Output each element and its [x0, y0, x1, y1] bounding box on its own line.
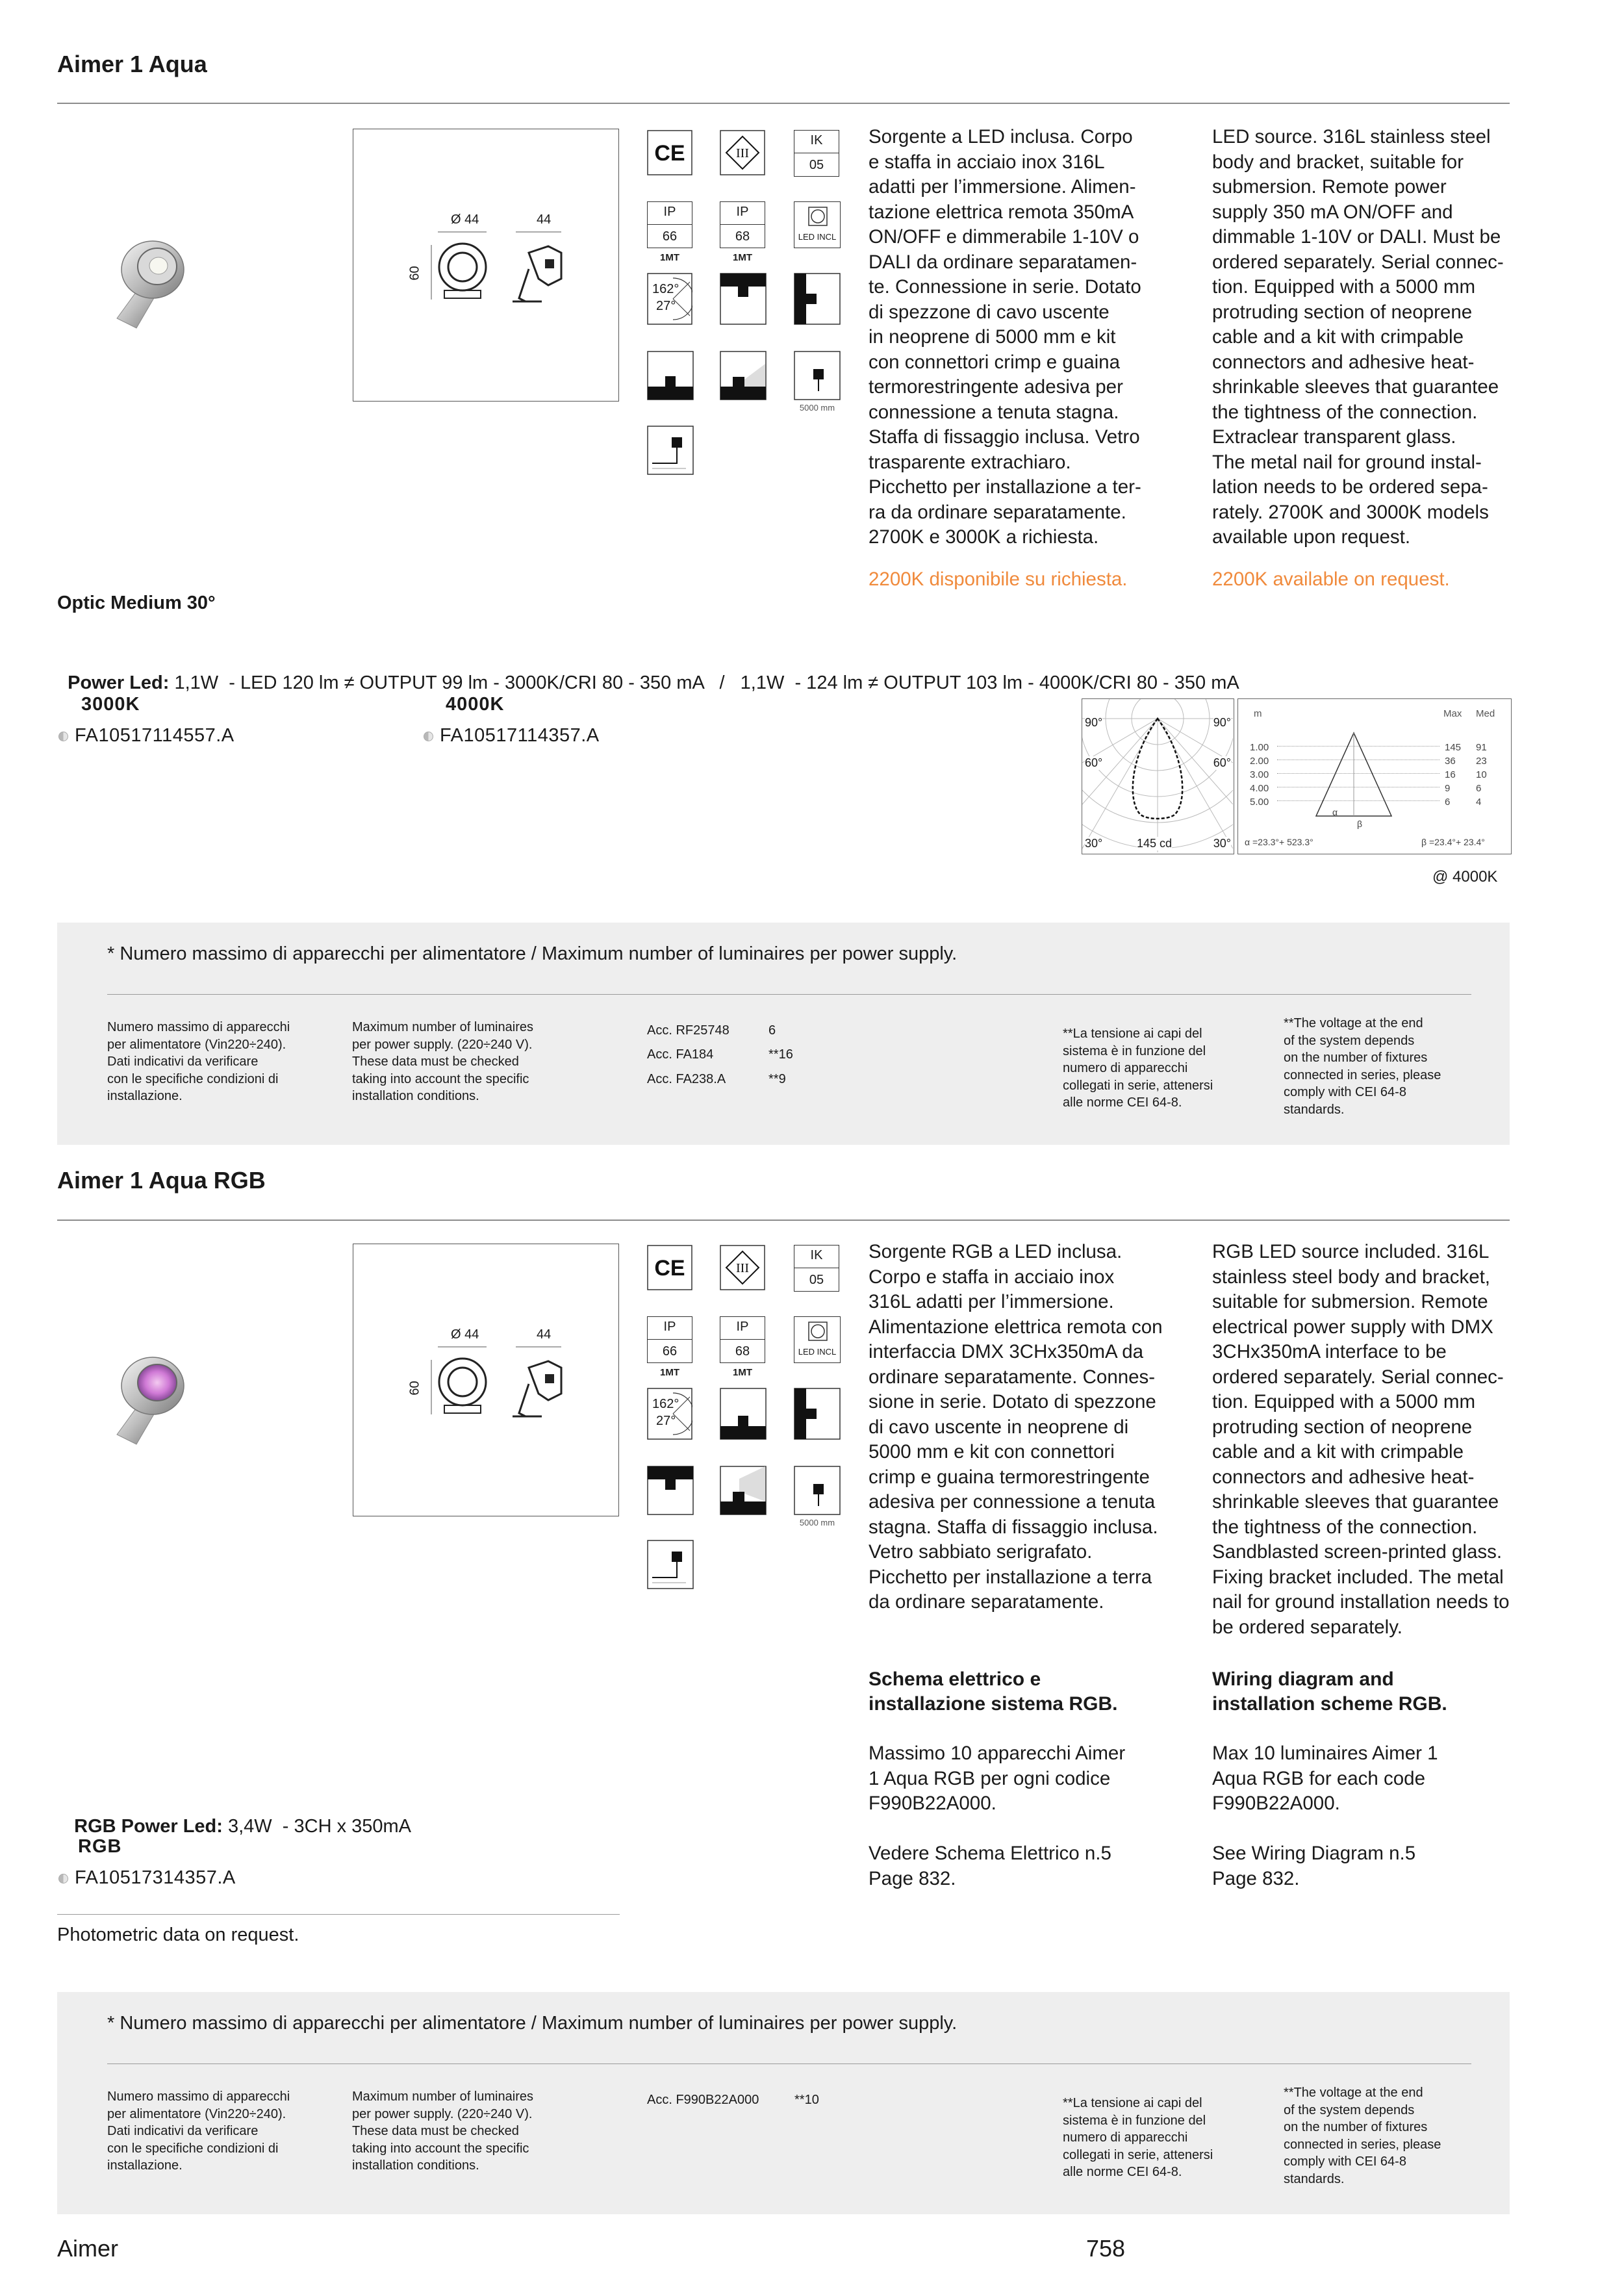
- cone-shape: [1238, 699, 1511, 854]
- svg-text:CE: CE: [654, 1256, 685, 1281]
- page-number: 758: [1086, 2235, 1126, 2262]
- installation-ceiling-icon: [720, 273, 767, 325]
- polar-diagram: [1082, 698, 1234, 854]
- product-photo-aqua: [97, 221, 195, 338]
- ik-rating-icon: IK 05: [794, 130, 839, 177]
- variant-dot-icon: [424, 732, 433, 741]
- description-english: LED source. 316L stainless steel body and bracket, suitable for submersion. Remote power supply 350 mA ON/OFF and dimmable 1-10V or DALI. Must be ordered separately. Serial connec- tion. Equipped with a 5000 mm protruding section of neoprene cable and a kit with crimpable connectors and adhesive heat- shrinkable sleeves that guarantee the tightness of the connection. Extraclear transparent glass. The metal nail for ground instal- lation needs to be ordered sepa- rately. 2700K and 3000K models available upon request.: [1212, 126, 1504, 548]
- installation-spike-icon: [647, 1540, 694, 1589]
- power-led-line: Power Led: 1,1W - LED 120 lm ≠ OUTPUT 99 lm - 3000K/CRI 80 - 350 mA / 1,1W - 124 lm ≠ OUTPUT 103 lm - 4000K/CRI 80 - 350 mA: [68, 672, 1239, 693]
- led-included-icon: LED INCL: [794, 1316, 841, 1363]
- voltage-note-italian: **La tensione ai capi del sistema è in funzione del numero di apparecchi collegati in serie, attenersi alle norme CEI 64-8.: [1063, 1027, 1213, 1110]
- svg-text:III: III: [736, 1261, 749, 1275]
- variant-dot-icon: [58, 1874, 68, 1884]
- note-divider: [107, 2063, 1471, 2064]
- acc-row-value: **10: [794, 2093, 819, 2107]
- section2-divider: [57, 1220, 1510, 1221]
- note-headline: * Numero massimo di apparecchi per alimentatore / Maximum number of luminaires per power supply.: [107, 943, 958, 964]
- acc-row-name: Acc. FA184: [647, 1047, 714, 1062]
- wiring-text-italian: Massimo 10 apparecchi Aimer 1 Aqua RGB per ogni codice F990B22A000. Vedere Schema Elettrico n.5 Page 832.: [869, 1743, 1126, 1889]
- acc-row-name: Acc. F990B22A000: [647, 2093, 759, 2107]
- polar-30-right: 30°: [1213, 837, 1231, 850]
- cone-beta-symbol: β: [1357, 819, 1363, 829]
- ip66-icon: IP 66: [647, 201, 692, 248]
- wiring-title-italian: Schema elettrico e installazione sistema RGB.: [869, 1668, 1118, 1715]
- polar-intensity-label: 145 cd: [1137, 837, 1173, 850]
- description-italian: Sorgente a LED inclusa. Corpo e staffa in acciaio inox 316L adatti per l’immersione. Alimen- tazione elettrica remota 350mA ON/OFF e dimmerabile 1-10V o DALI da ordinare separatamen- te. Connessione in serie. Dotato di spezzone di cavo uscente in neoprene di 5000 mm e kit con connettori crimp e guaina termorestringente adesiva per connessione a tenuta stagna. Staffa di fissaggio inclusa. Vetro trasparente extrachiaro. Picchetto per installazione a ter- ra da ordinare separatamente. 2700K e 3000K a richiesta.: [869, 126, 1141, 548]
- svg-text:CE: CE: [654, 141, 685, 166]
- cone-alpha-value: α =23.3°+ 523.3°: [1245, 837, 1313, 847]
- note-headline: * Numero massimo di apparecchi per alimentatore / Maximum number of luminaires per power supply.: [107, 2013, 958, 2034]
- acc-row-value: 6: [768, 1023, 776, 1038]
- luminaire-drawing: [353, 129, 620, 402]
- wiring-text-english: Max 10 luminaires Aimer 1 Aqua RGB for each code F990B22A000. See Wiring Diagram n.5 Page 832.: [1212, 1743, 1438, 1889]
- installation-ceiling-icon: [647, 1466, 694, 1515]
- diameter-dimension: Ø 44: [451, 212, 479, 227]
- cone-row: 4.00 9 6: [1250, 782, 1503, 795]
- footer-brand: Aimer: [57, 2235, 119, 2262]
- section1-title: Aimer 1 Aqua: [57, 51, 207, 77]
- note-divider: [107, 994, 1471, 995]
- note-col-italian: Numero massimo di apparecchi per alimentatore (Vin220÷240). Dati indicativi da verificare con le specifiche condizioni di installazione.: [107, 2089, 290, 2173]
- polar-grid: [1082, 699, 1233, 852]
- ce-mark-icon: [647, 130, 692, 175]
- height-dimension: 60: [407, 266, 422, 281]
- note-col-italian: Numero massimo di apparecchi per alimentatore (Vin220÷240). Dati indicativi da verificare con le specifiche condizioni di installazione.: [107, 1020, 290, 1103]
- cable-length-label: 5000 mm: [799, 1518, 835, 1527]
- class-iii-icon: [720, 1245, 765, 1290]
- ip68-icon: IP 68: [720, 1316, 765, 1363]
- cone-med-header: Med: [1476, 708, 1495, 719]
- installation-floor-icon: [647, 351, 694, 400]
- acc-row-name: Acc. RF25748: [647, 1023, 730, 1038]
- power-supply-note-box: [57, 923, 1510, 1145]
- height-dimension: 60: [407, 1381, 422, 1396]
- photometric-divider: [57, 1914, 620, 1915]
- ce-mark-icon: [647, 1245, 692, 1290]
- led-included-icon: LED INCL: [794, 201, 841, 248]
- polar-60-right: 60°: [1213, 756, 1231, 769]
- description-english: RGB LED source included. 316L stainless steel body and bracket, suitable for submersion. Remote electrical power supply with DMX 3CHx350mA interface to be ordered separately. Serial connec- tion. Equipped with a 5000 mm protruding section of neoprene cable and a kit with crimpable connectors and adhesive heat- shrinkable sleeves that guarantee the tightness of the connection. Sandblasted screen-printed glass. Fixing bracket included. The metal nail for ground installation needs to be ordered separately.: [1212, 1241, 1510, 1638]
- variant-4000k-title: 4000K: [446, 694, 505, 715]
- ip68-1mt-label: 1MT: [733, 1367, 752, 1378]
- installation-ground-beam-icon: [720, 1466, 767, 1515]
- installation-ground-beam-icon: [720, 351, 767, 400]
- cable-length-label: 5000 mm: [799, 403, 835, 413]
- cone-alpha-symbol: α: [1332, 807, 1338, 817]
- installation-floor-icon: [720, 1388, 767, 1440]
- polar-90-right: 90°: [1213, 716, 1231, 729]
- variant-dot-icon: [58, 732, 68, 741]
- variant-3000k-code: FA10517114557.A: [58, 725, 235, 747]
- svg-text:III: III: [736, 146, 749, 160]
- ip68-icon: IP 68: [720, 201, 765, 248]
- note-col-english: Maximum number of luminaires per power supply. (220÷240 V). These data must be checked taking into account the specific installation conditions.: [352, 1020, 533, 1103]
- variant-3000k-title: 3000K: [81, 694, 140, 715]
- description-italian: Sorgente RGB a LED inclusa. Corpo e staffa in acciaio inox 316L adatti per l’immersione. Alimentazione elettrica remota con interfaccia DMX 3CHx350mA da ordinare separatamente. Connes- sione in serie. Dotato di spezzone di cavo uscente in neoprene di 5000 mm e kit con connettori crimp e guaina termorestringente adesiva per connessione a tenuta stagna. Staffa di fissaggio inclusa. Vetro sabbiato serigrafato. Picchetto per installazione a terra da ordinare separatamente.: [869, 1241, 1163, 1613]
- ip68-1mt-label: 1MT: [733, 252, 752, 263]
- diameter-dimension: Ø 44: [451, 1327, 479, 1342]
- polar-60-left: 60°: [1085, 756, 1103, 769]
- acc-row-value: **9: [768, 1072, 786, 1086]
- rgb-power-led-line: RGB Power Led: 3,4W - 3CH x 350mA: [74, 1816, 412, 1837]
- variant-rgb-code: FA10517314357.A: [58, 1867, 236, 1889]
- acc-row-name: Acc. FA238.A: [647, 1072, 726, 1086]
- cone-beta-value: β =23.4°+ 23.4°: [1421, 837, 1485, 847]
- note-2200k-italian: 2200K disponibile su richiesta.: [869, 568, 1128, 590]
- product-photo-aqua-rgb: [97, 1337, 195, 1454]
- acc-row-value: **16: [768, 1047, 793, 1062]
- ip66-icon: IP 66: [647, 1316, 692, 1363]
- cone-diagram: [1237, 698, 1512, 854]
- installation-spike-icon: [647, 426, 694, 475]
- wiring-title-english: Wiring diagram and installation scheme RGB.: [1212, 1668, 1447, 1715]
- section1-divider: [57, 103, 1510, 104]
- note-col-english: Maximum number of luminaires per power supply. (220÷240 V). These data must be checked taking into account the specific installation conditions.: [352, 2089, 533, 2173]
- cone-row: 1.00 145 91: [1250, 741, 1503, 754]
- cone-distance-header: m: [1254, 708, 1262, 719]
- power-supply-note-box: [57, 1992, 1510, 2214]
- photometric-note: Photometric data on request.: [57, 1924, 299, 1945]
- cable-length-icon: [794, 351, 841, 400]
- voltage-note-italian: **La tensione ai capi del sistema è in funzione del numero di apparecchi collegati in serie, attenersi alle norme CEI 64-8.: [1063, 2096, 1213, 2179]
- polar-30-left: 30°: [1085, 837, 1103, 850]
- cone-max-header: Max: [1443, 708, 1462, 719]
- polar-90-left: 90°: [1085, 716, 1103, 729]
- technical-drawing-box: [353, 129, 619, 402]
- variant-rgb-title: RGB: [78, 1836, 122, 1857]
- cone-row: 2.00 36 23: [1250, 754, 1503, 768]
- ip66-1mt-label: 1MT: [660, 252, 679, 263]
- ik-rating-icon: IK 05: [794, 1245, 839, 1292]
- voltage-note-english: **The voltage at the end of the system depends on the number of fixtures connected in series, please comply with CEI 64-8 standards.: [1284, 2086, 1441, 2186]
- cone-row: 5.00 6 4: [1250, 795, 1503, 809]
- ip66-1mt-label: 1MT: [660, 1367, 679, 1378]
- note-2200k-english: 2200K available on request.: [1212, 568, 1450, 590]
- depth-dimension: 44: [537, 212, 552, 227]
- photometry-temperature-note: @ 4000K: [1432, 868, 1498, 886]
- voltage-note-english: **The voltage at the end of the system depends on the number of fixtures connected in series, please comply with CEI 64-8 standards.: [1284, 1016, 1441, 1117]
- cone-row: 3.00 16 10: [1250, 768, 1503, 782]
- section2-title: Aimer 1 Aqua RGB: [57, 1167, 266, 1194]
- technical-drawing-box: [353, 1244, 619, 1516]
- variant-4000k-code: FA10517114357.A: [424, 725, 600, 747]
- depth-dimension: 44: [537, 1327, 552, 1342]
- cable-length-icon: [794, 1466, 841, 1515]
- optic-label: Optic Medium 30°: [57, 593, 216, 613]
- beam-angle-icon: 162° 27°: [647, 273, 692, 325]
- installation-wall-icon: [794, 273, 841, 325]
- class-iii-icon: [720, 130, 765, 175]
- installation-wall-icon: [794, 1388, 841, 1440]
- luminaire-drawing: [353, 1244, 620, 1517]
- beam-angle-icon: 162° 27°: [647, 1388, 692, 1440]
